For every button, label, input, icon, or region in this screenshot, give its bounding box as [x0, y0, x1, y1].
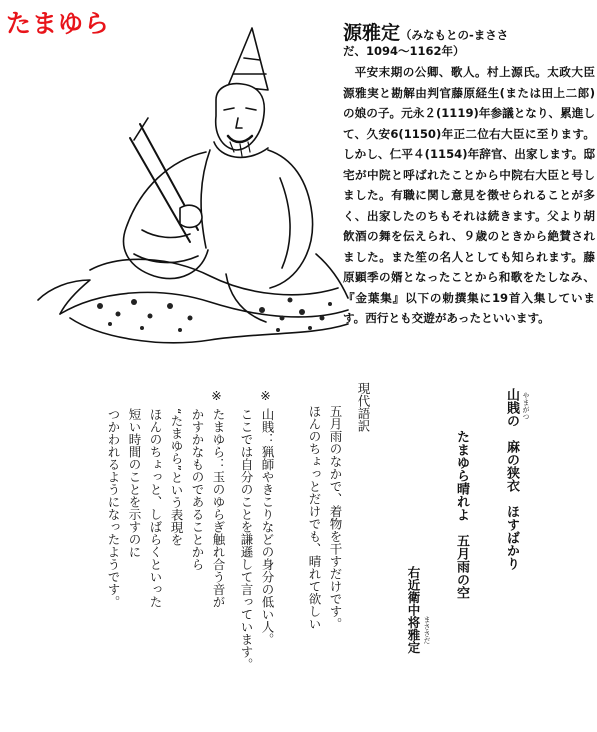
translation-heading: 現代語訳: [356, 382, 371, 432]
poem-line-1: 山賎の 麻の狭衣 ほすばかり: [504, 388, 519, 570]
note-1-line-1: 山賎：猟師やきこりなどの身分の低い人。: [260, 408, 275, 646]
poem-line-2: たまゆら晴れよ 五月雨の空: [454, 430, 469, 599]
translation-line-2: ほんのちょっとだけでも、晴れて欲しい: [307, 405, 322, 630]
translation-line-1: 五月雨のなかで、着物を干すだけです。: [328, 405, 343, 630]
note-1-line-2: ここでは自分のことを謙遜して言っています。: [239, 408, 254, 671]
note-2-line-2: かすかなものであることから: [190, 408, 205, 571]
note-2-mark: ※: [209, 388, 224, 403]
author-ruby: まささだ: [423, 616, 431, 644]
note-2-line-6: つかわれるようになったようです。: [106, 408, 121, 608]
biography-panel: [343, 18, 595, 329]
note-2-line-5: 短い時間のことを示すのに: [127, 408, 142, 558]
biography-text: 平安末期の公卿、歌人。村上源氏。太政大臣源雅実と勘解由判官藤原経生(または田上二郎)の娘の子。元永２(1119)年参議となり、累進して、久安6(1150)年正二位右大臣に至ります。しかし、仁平４(1154)年辞官、出家します。邸宅が中院と呼ばれたことから中院右大臣と号しました。有職に関し意見を徴せられることが多く、出家したのちもそれは続きます。父より胡飲酒の舞を伝えられ、９歳のときから絶賛されました。また笙の名人としても知られます。藤原顕季の婿となったことから和歌をたしなみ、『金葉集』以下の勅撰集に19首入集しています。西行とも交遊があったといいます。: [343, 65, 595, 325]
poem-ruby: やまがつ: [522, 392, 530, 420]
note-2-line-3: “たまゆら”という表現を: [169, 408, 184, 546]
life-dates: だ、1094〜1162年）: [343, 44, 465, 58]
tamayura-logo: たまゆら: [6, 9, 111, 38]
note-2-line-1: たまゆら：玉のゆらぎ触れ合う音が: [211, 408, 226, 608]
poem-author: 右近衛中将雅定: [406, 566, 421, 654]
name-reading: （みなもとの-まささ: [400, 28, 509, 42]
person-name: 源雅定: [343, 22, 401, 44]
note-2-line-4: ほんのちょっと、しばらくといった: [148, 408, 163, 608]
note-1-mark: ※: [258, 388, 273, 403]
portrait-illustration: [30, 18, 350, 358]
